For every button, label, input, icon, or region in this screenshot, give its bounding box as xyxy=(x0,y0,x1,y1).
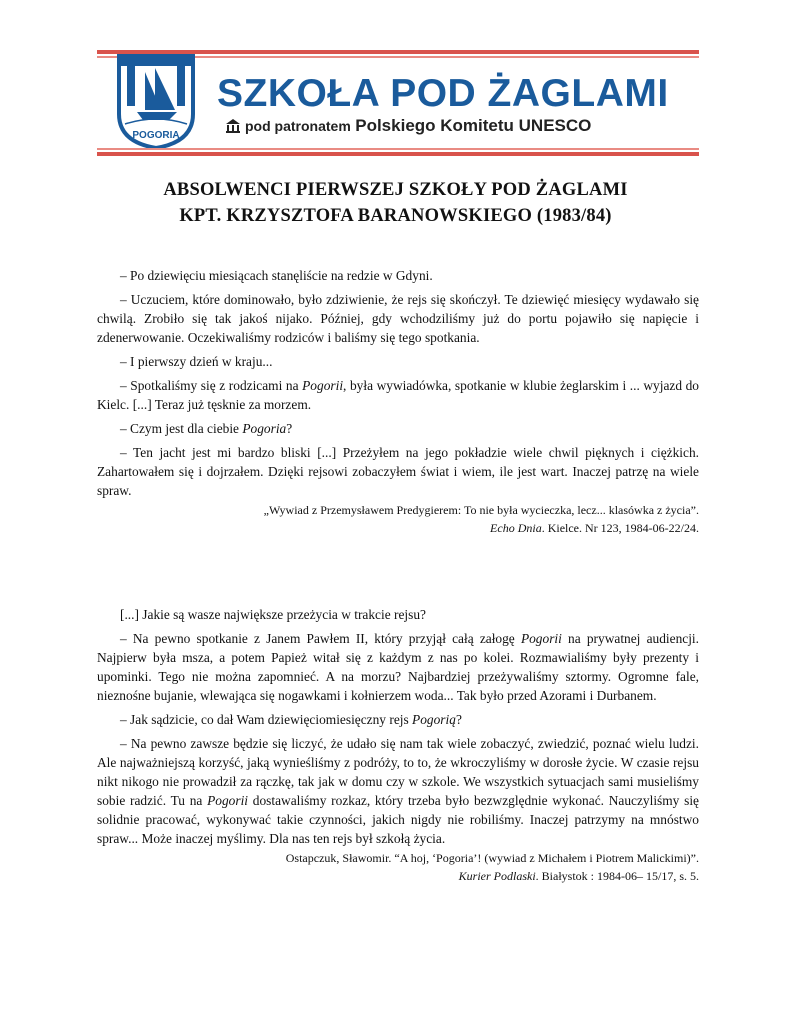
pogoria-ship-emblem-icon xyxy=(115,54,197,150)
header-banner xyxy=(97,50,699,156)
paragraph: – Po dziewięciu miesiącach stanęliście na redzie w Gdyni. xyxy=(120,268,433,283)
paragraph: – Na pewno zawsze będzie się liczyć, że udało się nam tak wiele zobaczyć, zwiedzić, poznać wielu ludzi. Ale najważniejszą korzyść, jaką wynieśliśmy z podróży, to to, że wkroczyliśmy w dorosłe życie. W czasie rejsu nikt nikogo nie prowadził za rączkę, tak jak w domu czy w szkole. We wszystkich sytuacjach sami musieliśmy sobie radzić. Tu na Pogorii dostawaliśmy rozkaz, który trzeba było bezwzględnie wykonać. Nauczyliśmy się solidnie pracować, wykonywać takie czynności, jakich nigdy nie robiliśmy. Inaczej patrzymy na mnóstwo spraw... Może inaczej myślimy. Dla nas ten rejs był szkołą życia. xyxy=(97,736,700,846)
interview-2 xyxy=(97,605,699,885)
paragraph: – Spotkaliśmy się z rodzicami na Pogorii, była wywiadówka, spotkanie w klubie żeglarskim i ... wyjazd do Kielc. [...] Teraz już tęsknie za morzem. xyxy=(97,378,700,412)
paragraph: – Uczuciem, które dominowało, było zdziwienie, że rejs się skończył. Te dziewięć miesięcy wydawało się chwilą. Zrobiło się tak jakoś nijako. Później, gdy wchodziliśmy już do portu pojawiło się napięcie i zdenerwowanie. Oczekiwaliśmy rodziców i baliśmy się tego spotkania. xyxy=(97,292,699,345)
paragraph: – Na pewno spotkanie z Janem Pawłem II, który przyjął całą załogę Pogorii na prywatnej audiencji. Najpierw była msza, a potem Papież witał się z każdym z nas po kolei. Rozmawialiśmy były prezenty i upominki. Tego nie można zapomnieć. A na morzu? Najbardziej przeżywaliśmy sztormy. Ogromne fale, nieznośne bujanie, wlewająca się nogawkami i kołnierzem woda... Tak było przed Azorami i Durbanem. xyxy=(97,631,699,703)
title-line-2: KPT. KRZYSZTOFA BARANOWSKIEGO (1983/84) xyxy=(179,206,612,226)
unesco-temple-icon xyxy=(225,118,241,134)
banner-subtitle xyxy=(245,116,591,136)
source-citation: Ostapczuk, Sławomir. “A hoj, ‘Pogoria’! (wywiad z Michałem i Piotrem Malickimi)”. Kurier Podlaski. Białystok : 1984-06– 15/17, s. 5. xyxy=(285,851,699,883)
source-citation: „Wywiad z Przemysławem Predygierem: To nie była wycieczka, lecz... klasówka z życia”. Echo Dnia. Kielce. Nr 123, 1984-06-22/24. xyxy=(263,503,699,535)
interview-1 xyxy=(97,266,699,537)
patron-prefix: pod patronatem xyxy=(245,118,351,134)
patron-name: Polskiego Komitetu UNESCO xyxy=(355,116,592,135)
title-line-1: ABSOLWENCI PIERWSZEJ SZKOŁY POD ŻAGLAMI xyxy=(163,180,628,200)
paragraph: – Ten jacht jest mi bardzo bliski [...] Przeżyłem na jego pokładzie wiele chwil pięknych i ciężkich. Zahartowałem się i dojrzałem. Dzięki rejsowi zobaczyłem świat i wiem, ile jest wart. Inaczej patrzę na wiele spraw. xyxy=(97,445,699,498)
page-title xyxy=(0,177,791,229)
banner-title: SZKOŁA POD ŻAGLAMI xyxy=(217,72,669,115)
paragraph: – Jak sądzicie, co dał Wam dziewięciomiesięczny rejs Pogorią? xyxy=(120,712,462,727)
paragraph: – I pierwszy dzień w kraju... xyxy=(120,354,273,369)
paragraph: – Czym jest dla ciebie Pogoria? xyxy=(120,421,293,436)
paragraph: [...] Jakie są wasze największe przeżycia w trakcie rejsu? xyxy=(120,607,426,622)
emblem-text: POGORIA xyxy=(132,130,180,141)
